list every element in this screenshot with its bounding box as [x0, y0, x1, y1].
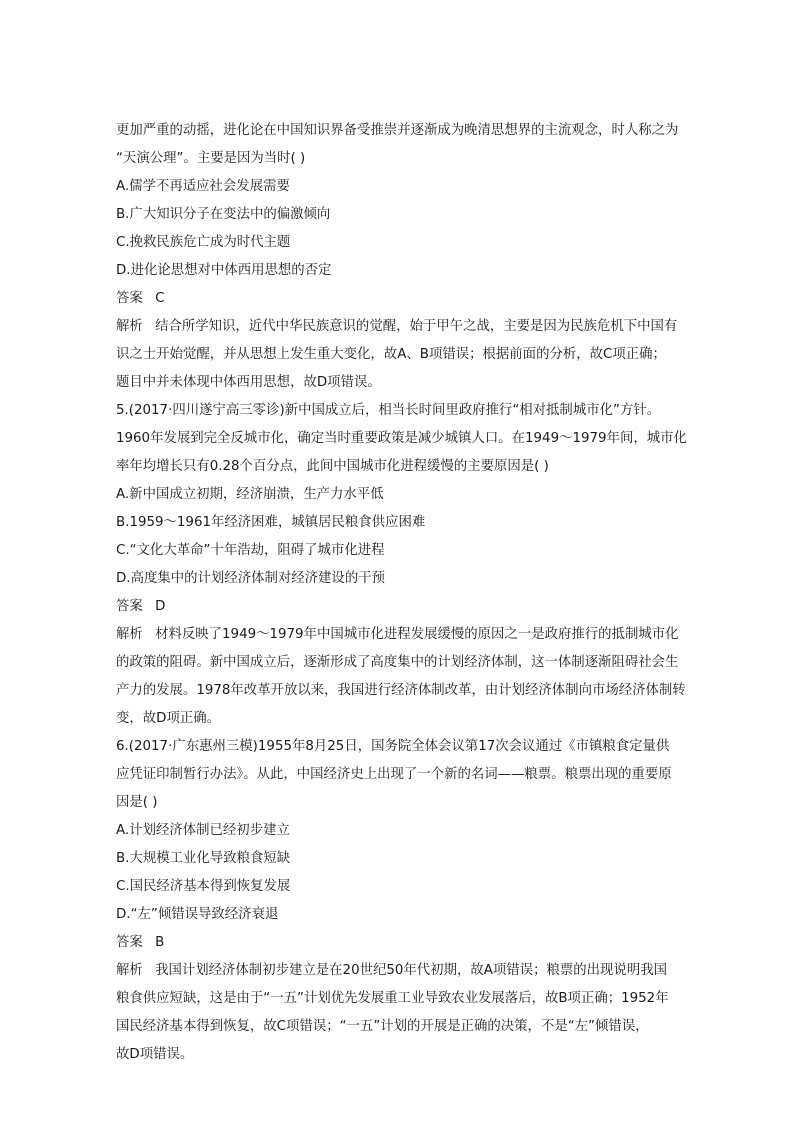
option-a: A.计划经济体制已经初步建立 — [116, 823, 290, 838]
question-stem-line: 更加严重的动摇，进化论在中国知识界备受推崇并逐渐成为晚清思想界的主流观念，时人称之为 — [116, 123, 679, 138]
analysis-text: 结合所学知识，近代中华民族意识的觉醒，始于甲午之战，主要是因为民族危机下中国有 — [155, 319, 678, 334]
analysis-text: 产力的发展。1978年改革开放以来，我国进行经济体制改革，由计划经济体制向市场经济体制转 — [116, 683, 686, 698]
question-5 — [116, 397, 688, 733]
option-a: A.新中国成立初期，经济崩溃，生产力水平低 — [116, 487, 384, 502]
document-page — [116, 117, 688, 1069]
question-stem-line: 因是( ) — [116, 795, 158, 810]
question-stem-line: 6.(2017·广东惠州三模)1955年8月25日，国务院全体会议第17次会议通过《市镇粮食定量供 — [116, 739, 670, 754]
question-stem-line: 率年均增长只有0.28个百分点，此间中国城市化进程缓慢的主要原因是( ) — [116, 459, 549, 474]
analysis-text: 变，故D项正确。 — [116, 711, 221, 726]
question-4 — [116, 117, 688, 397]
question-stem-line: 应凭证印制暂行办法》。从此，中国经济史上出现了一个新的名词——粮票。粮票出现的重要原 — [116, 767, 672, 782]
analysis-text: 粮食供应短缺，这是由于“一五”计划优先发展重工业导致农业发展落后，故B项正确；1952年 — [116, 991, 669, 1006]
option-c: C.国民经济基本得到恢复发展 — [116, 879, 291, 894]
analysis-line — [116, 313, 688, 341]
answer-value: B — [155, 935, 165, 950]
option-c: C.挽救民族危亡成为时代主题 — [116, 235, 291, 250]
analysis-text: 的政策的阻碍。新中国成立后，逐渐形成了高度集中的计划经济体制，这一体制逐渐阻碍社会生 — [116, 655, 679, 670]
question-stem-line: “天演公理”。主要是因为当时( ) — [116, 151, 306, 166]
question-stem-line: 1960年发展到完全反城市化，确定当时重要政策是减少城镇人口。在1949～1979年间，城市化 — [116, 431, 687, 446]
question-6 — [116, 733, 688, 1069]
answer-label: 答案 — [116, 599, 143, 614]
answer-label: 答案 — [116, 291, 143, 306]
answer-value: D — [155, 599, 166, 614]
analysis-line — [116, 957, 688, 985]
analysis-text: 识之士开始觉醒，并从思想上发生重大变化，故A、B项错误；根据前面的分析，故C项正确； — [116, 347, 666, 362]
option-a: A.儒学不再适应社会发展需要 — [116, 179, 290, 194]
analysis-text: 材料反映了1949～1979年中国城市化进程发展缓慢的原因之一是政府推行的抵制城市化 — [155, 627, 679, 642]
answer-label: 答案 — [116, 935, 143, 950]
option-d: D.高度集中的计划经济体制对经济建设的干预 — [116, 571, 385, 586]
answer-value: C — [155, 291, 165, 306]
answer-line — [116, 929, 688, 957]
option-c: C.“文化大革命”十年浩劫，阻碍了城市化进程 — [116, 543, 385, 558]
analysis-text: 我国计划经济体制初步建立是在20世纪50年代初期，故A项错误；粮票的出现说明我国 — [155, 963, 667, 978]
option-b: B.广大知识分子在变法中的偏激倾向 — [116, 207, 331, 222]
option-d: D.进化论思想对中体西用思想的否定 — [116, 263, 332, 278]
analysis-label: 解析 — [116, 319, 143, 334]
analysis-text: 国民经济基本得到恢复，故C项错误；“一五”计划的开展是正确的决策，不是“左”倾错误， — [116, 1019, 649, 1034]
answer-line — [116, 593, 688, 621]
analysis-text: 题目中并未体现中体西用思想，故D项错误。 — [116, 375, 381, 390]
answer-line — [116, 285, 688, 313]
analysis-text: 故D项错误。 — [116, 1047, 194, 1062]
analysis-label: 解析 — [116, 963, 143, 978]
option-b: B.1959～1961年经济困难，城镇居民粮食供应困难 — [116, 515, 426, 530]
option-d: D.“左”倾错误导致经济衰退 — [116, 907, 279, 922]
question-stem-line: 5.(2017·四川遂宁高三零诊)新中国成立后，相当长时间里政府推行“相对抵制城市化”方针。 — [116, 403, 661, 418]
option-b: B.大规模工业化导致粮食短缺 — [116, 851, 291, 866]
analysis-line — [116, 621, 688, 649]
analysis-label: 解析 — [116, 627, 143, 642]
